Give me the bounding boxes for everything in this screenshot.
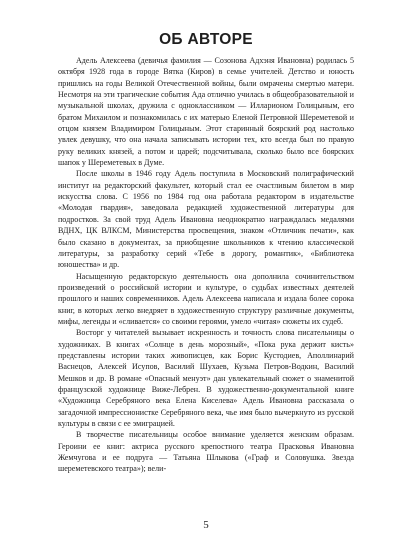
body-text [58, 55, 354, 475]
paragraph: Адель Алексеева (девичья фамилия — Созонова Адхэня Ивановна) родилась 5 октября 1928 года в городе Вятка (Киров) в семье учителей. Детство и юность пришлись на годы Великой Отечественной войны, были омрачены смертью матери. Несмотря на эти трагические события Ада отлично училась в общеобразовательной и музыкальной школах, дружила с одноклассником — Илларионом Голицыным, его братом Михаилом и познакомилась с их матерью Еленой Петровной Шереметевой и отцом князем Владимиром Голицыным. Этот старинный боярский род настолько увлек девушку, что она начала записывать истории тех, кто всегда был по правую руку великих князей, а потом и царей; подсчитывала, сколько было все боярских шапок у Шереметевых в Думе. [58, 56, 354, 168]
section-heading: ОБ АВТОРЕ [159, 31, 253, 48]
paragraph: В творчестве писательницы особое внимание уделяется женским образам. Героини ее книг: актриса русского крепостного театра Прасковья Ивановна Жемчугова и ее подруга — Татьяна Шлыкова («Граф и Соловушка. Звезда шереметевского театра»); вели- [58, 430, 354, 474]
paragraph: После школы в 1946 году Адель поступила в Московский полиграфический институт на редакторский факультет, который стал ее счастливым билетом в мир искусства слова. С 1956 по 1984 год она работала редактором в издательстве «Молодая гвардия», заведовала редакцией художественной литературы для подростков. За свой труд Адель Ивановна неоднократно награждалась медалями ВДНХ, ЦК ВЛКСМ, Министерства просвещения, знаком «Отличник печати», как было сказано в документах, за приобщение школьников к чтению классической литературы, за разработку серий «Тебе в дорогу, романтик», «Библиотека юношества» и др. [58, 169, 354, 270]
paragraph: Восторг у читателей вызывает искренность и точность слова писательницы о художниках. В книгах «Солнце в день морозный», «Пока рука держит кисть» представлены истории таких живописцев, как Борис Кустодиев, Аполлинарий Васнецов, Алексей Исупов, Василий Шухаев, Кузьма Петров-Водкин, Василий Мешков и др. В романе «Опасный менуэт» дан увлекательный сюжет о знаменитой французской художнице Виже-Лебрен. В художественно-документальной книге «Художница Серебряного века Елена Киселева» Адель Ивановна рассказала о загадочной импрессионистке Серебряного века, чье имя было вычеркнуто из русской культуры в связи с ее эмиграцией. [58, 328, 354, 428]
page-number: 5 [203, 519, 209, 531]
paragraph: Насыщенную редакторскую деятельность она дополнила сочинительством произведений о российской истории и культуре, о судьбах известных деятелей прошлого и наших современников. Адель Алексеева написала и издала более сорока книг, в которых легко внедряет в художественную структуру различные документы, мифы, легенды и «сливается» со своими героями, умело «читая» сюжеты их судеб. [58, 271, 354, 326]
